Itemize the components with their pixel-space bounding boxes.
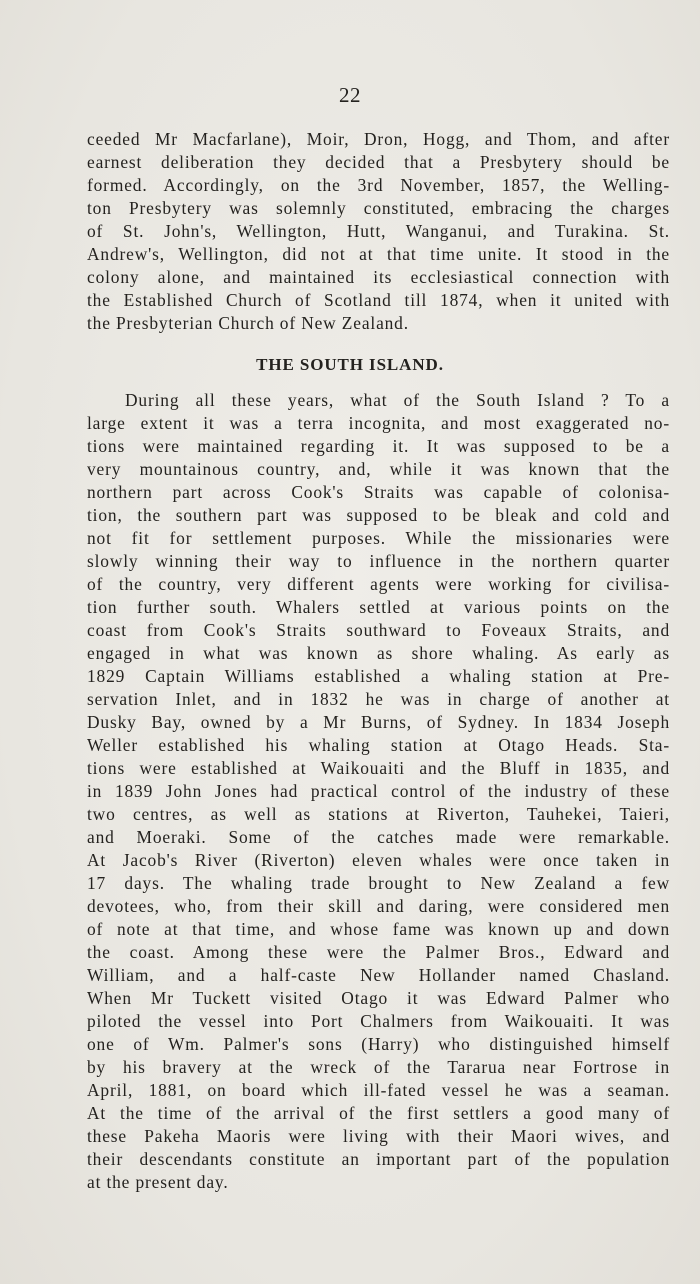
text-line: engaged in what was known as shore whaling. As early as (87, 643, 670, 663)
paragraph-south-island (87, 389, 670, 1194)
text-line: very mountainous country, and, while it was known that the (87, 459, 670, 479)
text-line: At the time of the arrival of the first settlers a good many of (87, 1103, 670, 1123)
text-line: not fit for settlement purposes. While the missionaries were (87, 528, 670, 548)
text-line: tion, the southern part was supposed to be bleak and cold and (87, 505, 670, 525)
text-line: tions were maintained regarding it. It was supposed to be a (87, 436, 670, 456)
text-line: slowly winning their way to influence in the northern quarter (87, 551, 670, 571)
text-line: William, and a half-caste New Hollander named Chasland. (87, 965, 670, 985)
text-line: Weller established his whaling station at Otago Heads. Sta- (87, 735, 670, 755)
text-line: 17 days. The whaling trade brought to New Zealand a few (87, 873, 670, 893)
text-line: of note at that time, and whose fame was known up and down (87, 919, 670, 939)
text-line: large extent it was a terra incognita, and most exaggerated no- (87, 413, 670, 433)
text-line: Dusky Bay, owned by a Mr Burns, of Sydney. In 1834 Joseph (87, 712, 670, 732)
section-heading: THE SOUTH ISLAND. (256, 355, 444, 374)
text-line: at the present day. (87, 1172, 229, 1192)
text-line: by his bravery at the wreck of the Tararua near Fortrose in (87, 1057, 670, 1077)
text-line: the coast. Among these were the Palmer Bros., Edward and (87, 942, 670, 962)
text-line: the Presbyterian Church of New Zealand. (87, 313, 409, 333)
text-line: these Pakeha Maoris were living with their Maori wives, and (87, 1126, 670, 1146)
text-line: coast from Cook's Straits southward to Foveaux Straits, and (87, 620, 670, 640)
text-line: servation Inlet, and in 1832 he was in charge of another at (87, 689, 670, 709)
text-line: earnest deliberation they decided that a Presbytery should be (87, 152, 670, 172)
text-line: northern part across Cook's Straits was capable of colonisa- (87, 482, 670, 502)
text-line: At Jacob's River (Riverton) eleven whales were once taken in (87, 850, 670, 870)
text-line: two centres, as well as stations at Riverton, Tauhekei, Taieri, (87, 804, 670, 824)
text-line: tions were established at Waikouaiti and the Bluff in 1835, and (87, 758, 670, 778)
text-line: the Established Church of Scotland till 1874, when it united with (87, 290, 670, 310)
text-line: devotees, who, from their skill and daring, were considered men (87, 896, 670, 916)
text-line: tion further south. Whalers settled at various points on the (87, 597, 670, 617)
text-line: their descendants constitute an important part of the population (87, 1149, 670, 1169)
text-line: in 1839 John Jones had practical control of the industry of these (87, 781, 670, 801)
paragraph-presbytery (87, 128, 670, 335)
text-line: ton Presbytery was solemnly constituted, embracing the charges (87, 198, 670, 218)
text-line: When Mr Tuckett visited Otago it was Edward Palmer who (87, 988, 670, 1008)
text-line: colony alone, and maintained its ecclesiastical connection with (87, 267, 670, 287)
text-line: of St. John's, Wellington, Hutt, Wanganui, and Turakina. St. (87, 221, 670, 241)
text-line: one of Wm. Palmer's sons (Harry) who distinguished himself (87, 1034, 670, 1054)
page-number: 22 (339, 83, 361, 107)
text-line: and Moeraki. Some of the catches made were remarkable. (87, 827, 670, 847)
text-line: During all these years, what of the South Island ? To a (125, 390, 670, 410)
text-line: April, 1881, on board which ill-fated vessel he was a seaman. (87, 1080, 670, 1100)
text-line: of the country, very different agents were working for civilisa- (87, 574, 670, 594)
text-line: piloted the vessel into Port Chalmers from Waikouaiti. It was (87, 1011, 670, 1031)
text-line: 1829 Captain Williams established a whaling station at Pre- (87, 666, 670, 686)
text-line: ceeded Mr Macfarlane), Moir, Dron, Hogg, and Thom, and after (87, 129, 670, 149)
text-line: Andrew's, Wellington, did not at that time unite. It stood in the (87, 244, 670, 264)
text-line: formed. Accordingly, on the 3rd November, 1857, the Welling- (87, 175, 670, 195)
